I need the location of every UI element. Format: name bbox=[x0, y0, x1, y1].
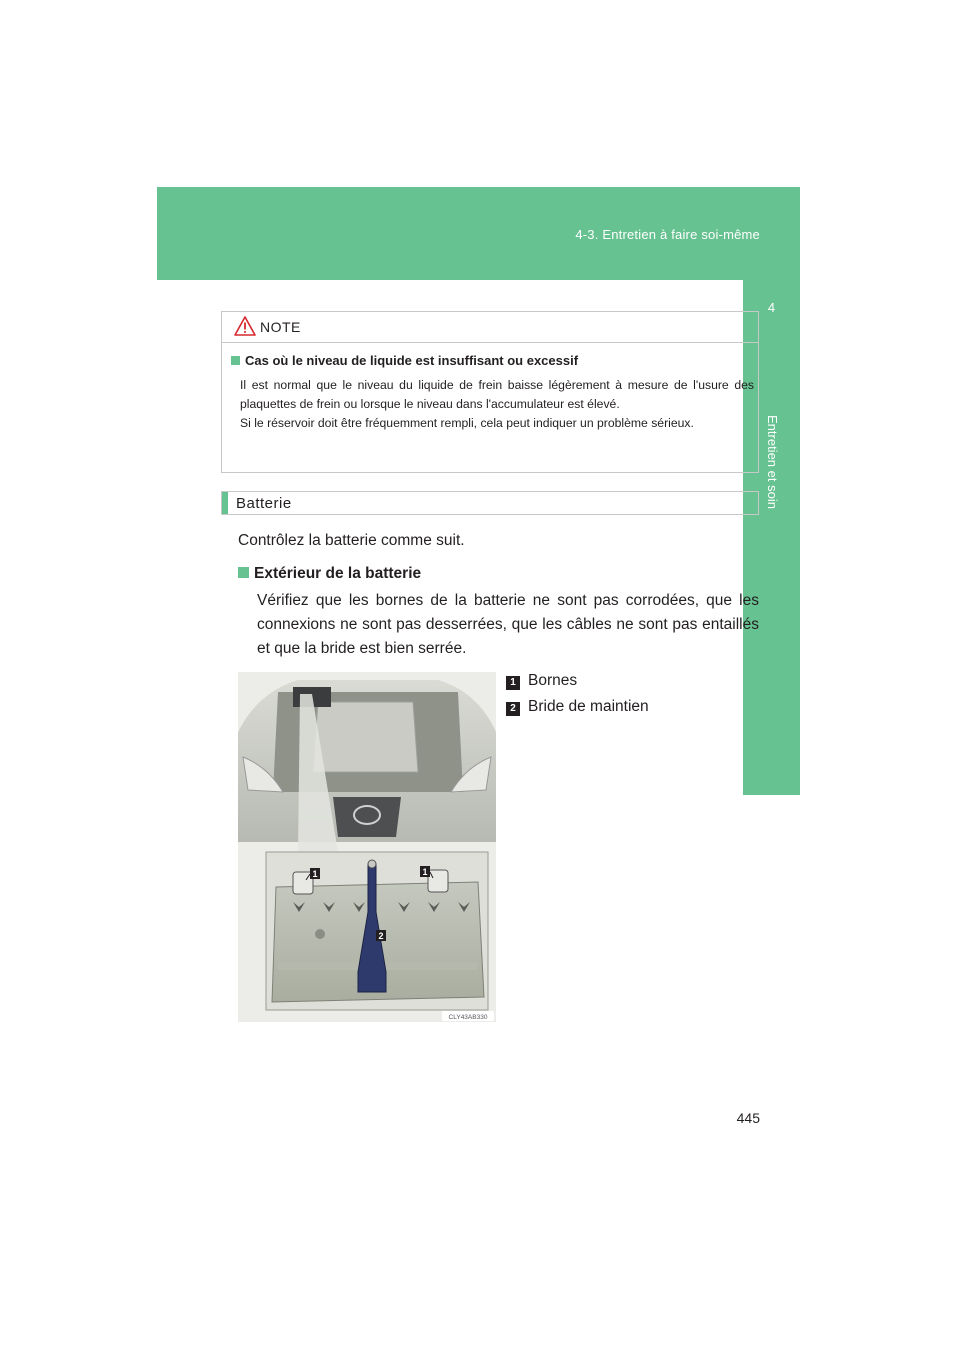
note-header bbox=[222, 312, 758, 343]
legend-label: Bride de maintien bbox=[528, 698, 649, 715]
note-item-title bbox=[231, 353, 578, 368]
note-paragraph-1: Il est normal que le niveau du liquide de frein baisse légèrement à mesure de l'usure des plaquettes de frein ou lorsque le niveau dans l'accumulateur est élevé. bbox=[240, 378, 754, 411]
section-header: 4-3. Entretien à faire soi-même bbox=[575, 227, 760, 242]
note-paragraph-2: Si le réservoir doit être fréquemment rempli, cela peut indiquer un problème sérieux. bbox=[240, 416, 694, 430]
legend-label: Bornes bbox=[528, 672, 578, 689]
subsection-title bbox=[238, 565, 421, 583]
subsection-body: Vérifiez que les bornes de la batterie ne sont pas corrodées, que les connexions ne sont pas desserrées, que les câbles ne sont pas entaillés et que la bride est bien serrée. bbox=[257, 592, 759, 657]
chapter-number: 4 bbox=[767, 300, 776, 315]
legend-number-badge: 2 bbox=[506, 702, 520, 716]
note-box bbox=[221, 311, 759, 473]
note-title: NOTE bbox=[260, 319, 301, 335]
chapter-label: Entretien et soin bbox=[765, 415, 780, 509]
callout-2 bbox=[376, 930, 386, 941]
warning-icon bbox=[234, 316, 256, 336]
legend-number-badge: 1 bbox=[506, 676, 520, 690]
page-number: 445 bbox=[736, 1110, 760, 1126]
figure-code: CLY43AB330 bbox=[448, 1014, 488, 1021]
callout-2-text: 2 bbox=[378, 931, 384, 941]
note-item-title-text: Cas où le niveau de liquide est insuffisant ou excessif bbox=[245, 353, 579, 368]
section-heading bbox=[221, 491, 759, 515]
section-accent bbox=[222, 492, 228, 514]
intro-text: Contrôlez la batterie comme suit. bbox=[238, 532, 465, 549]
callout-1-left-text: 1 bbox=[312, 869, 318, 879]
subsection-title-text: Extérieur de la batterie bbox=[254, 565, 422, 582]
note-body bbox=[240, 376, 754, 433]
square-bullet-icon bbox=[231, 356, 240, 365]
square-bullet-icon bbox=[238, 567, 249, 578]
engine-cover bbox=[313, 702, 418, 772]
legend-item bbox=[506, 672, 577, 690]
battery-illustration bbox=[238, 672, 496, 1022]
legend-item bbox=[506, 698, 649, 716]
front-grille bbox=[333, 797, 401, 837]
callout-1-right-text: 1 bbox=[422, 867, 428, 877]
header-band bbox=[157, 187, 800, 280]
section-title: Batterie bbox=[236, 495, 292, 512]
